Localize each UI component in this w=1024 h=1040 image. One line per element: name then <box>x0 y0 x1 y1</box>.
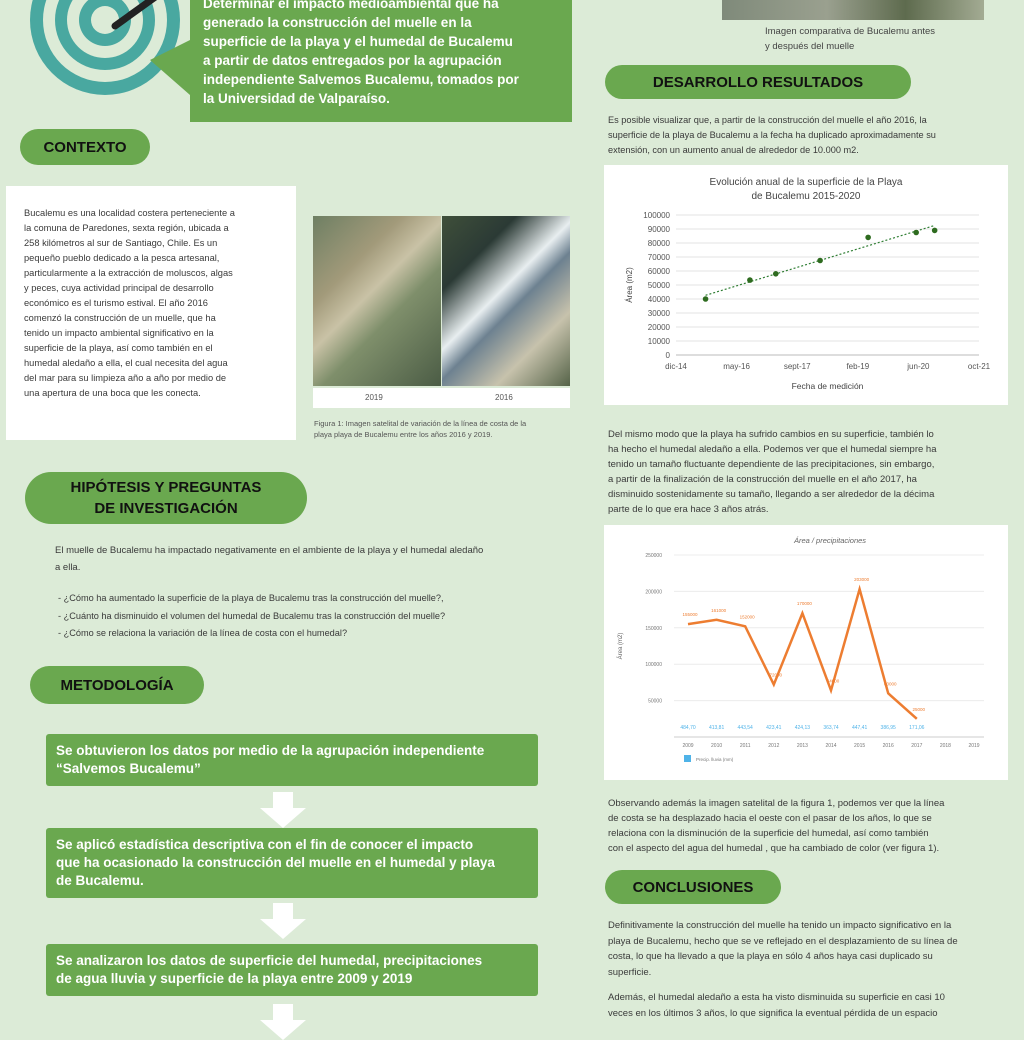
y-tick-label: 30000 <box>647 309 670 318</box>
contexto-line: del mar para su limpieza año a año por medio de <box>24 373 227 383</box>
data-label: 203000 <box>854 577 870 583</box>
satellite-label-bar <box>313 388 570 408</box>
data-label: 60000 <box>883 681 897 687</box>
hipotesis-heading-line: DE INVESTIGACIÓN <box>94 500 238 517</box>
x-tick-label: 2019 <box>968 743 980 749</box>
precipitation-label: 413,81 <box>708 725 725 731</box>
beach-area-chart-svg <box>604 165 1008 405</box>
desarrollo-line: extensión, con un aumento anual de alrededor de 10.000 m2. <box>608 145 859 155</box>
satellite-caption-line: playa playa de Bucalemu entre los años 2016 y 2019. <box>314 430 493 439</box>
y-tick-label: 60000 <box>647 267 670 276</box>
x-tick-label: 2011 <box>739 743 751 749</box>
hipotesis-statement <box>55 542 483 576</box>
desarrollo-line: de costa se ha desplazado hacia el oeste con el pasar de los años, lo que se <box>608 813 932 824</box>
contexto-box <box>6 186 296 440</box>
desarrollo-line: a partir de la finalización de la construcción del muelle en el año 2017, ha <box>608 474 917 485</box>
objective-line: a partir de datos entregados por la agrupación <box>203 53 502 68</box>
research-question: - ¿Cómo ha aumentado la superficie de la playa de Bucalemu tras la construcción del muelle?, <box>58 593 444 603</box>
y-tick-label: 40000 <box>647 295 670 304</box>
conclusiones-line: superficie. <box>608 966 652 978</box>
x-tick-label: oct-21 <box>967 362 991 371</box>
method-step-line: “Salvemos Bucalemu” <box>56 761 201 776</box>
data-label: 170000 <box>796 601 812 607</box>
y-tick-label: 200000 <box>645 589 662 596</box>
contexto-line: superficie de la playa, así como también en el <box>24 343 213 353</box>
objective-line: Determinar el impacto medioambiental que ha <box>203 0 499 11</box>
data-point <box>773 271 779 277</box>
data-label: 25000 <box>912 706 926 712</box>
x-tick-label: 2014 <box>825 743 837 749</box>
conclusiones-paragraph-2 <box>608 990 1018 1021</box>
contexto-heading: CONTEXTO <box>20 129 150 165</box>
x-tick-label: 2013 <box>796 743 808 749</box>
satellite-label-2016: 2016 <box>495 393 513 402</box>
contexto-line: y peces, cuya actividad principal de desarrollo <box>24 283 214 293</box>
data-point <box>703 296 709 302</box>
chart-subtitle: de Bucalemu 2015-2020 <box>751 191 861 202</box>
hipotesis-heading <box>25 472 307 524</box>
y-axis-label: Área (m2) <box>618 632 624 660</box>
hipotesis-line: a ella. <box>55 562 81 573</box>
desarrollo-line: Observando además la imagen satelital de la figura 1, podemos ver que la línea <box>608 798 945 809</box>
x-tick-label: 2017 <box>911 743 923 749</box>
satellite-image-2019 <box>313 216 441 386</box>
arrow-down-icon <box>260 792 306 828</box>
contexto-line: comenzó la construcción de un muelle, que ha <box>24 313 216 323</box>
metodologia-heading: METODOLOGÍA <box>30 666 204 704</box>
conclusiones-line: veces en los últimos 3 años, lo que significa la eventual pérdida de un espacio <box>608 1007 938 1019</box>
y-tick-label: 80000 <box>647 239 670 248</box>
data-label: 152000 <box>739 614 755 620</box>
y-tick-label: 10000 <box>647 337 670 346</box>
y-tick-label: 70000 <box>647 253 670 262</box>
desarrollo-line: Es posible visualizar que, a partir de la construcción del muelle el año 2016, la <box>608 115 927 125</box>
desarrollo-line: superficie de la playa de Bucalemu a la fecha ha duplicado aproximadamente su <box>608 130 936 140</box>
objective-line: independiente Salvemos Bucalemu, tomados por <box>203 72 519 87</box>
contexto-line: humedal aledaño a ella, el cual necesita del agua <box>24 358 228 368</box>
conclusiones-heading: CONCLUSIONES <box>605 870 781 904</box>
contexto-line: económico es el turismo estival. El año 2016 <box>24 298 208 308</box>
y-tick-label: 100000 <box>645 662 662 669</box>
desarrollo-line: con el aspecto del agua del humedal , que ha cambiado de color (ver figura 1). <box>608 843 940 854</box>
desarrollo-line: relaciona con la disminución de la superficie del humedal, así como también <box>608 828 929 839</box>
contexto-line: la comuna de Paredones, sexta región, ubicada a <box>24 223 229 233</box>
x-axis-label: Fecha de medición <box>791 381 864 391</box>
wetland-area-chart <box>604 525 1008 780</box>
desarrollo-paragraph-3 <box>608 796 1008 856</box>
x-tick-label: 2018 <box>939 743 951 749</box>
beach-area-chart <box>604 165 1008 405</box>
satellite-image-2016 <box>442 216 570 386</box>
y-tick-label: 20000 <box>647 323 670 332</box>
x-tick-label: 2010 <box>711 743 723 749</box>
research-questions <box>58 590 445 643</box>
data-point <box>817 258 823 264</box>
precipitation-label: 447,41 <box>851 725 868 731</box>
precipitation-label: 443,54 <box>737 725 753 731</box>
x-tick-label: 2016 <box>882 743 894 749</box>
x-tick-label: 2009 <box>682 743 694 749</box>
conclusiones-paragraph-1 <box>608 918 1018 980</box>
method-step-line: de Bucalemu. <box>56 873 144 888</box>
x-tick-label: 2012 <box>768 743 780 749</box>
x-tick-label: may-16 <box>723 362 750 371</box>
method-step-line: de agua lluvia y superficie de la playa entre 2009 y 2019 <box>56 971 413 986</box>
contexto-line: una apertura de una boca que les conecta. <box>24 388 201 398</box>
precipitation-label: 386,95 <box>880 725 896 731</box>
research-question: - ¿Cuánto ha disminuido el volumen del humedal de Bucalemu tras la construcción del muelle? <box>58 610 446 621</box>
data-point <box>913 230 919 236</box>
method-step-line: Se obtuvieron los datos por medio de la agrupación independiente <box>56 743 485 758</box>
method-step-3 <box>46 944 538 996</box>
data-point <box>865 235 871 241</box>
objective-text <box>203 0 555 108</box>
method-step-1 <box>46 734 538 786</box>
precipitation-label: 363,74 <box>823 725 839 731</box>
contexto-line: Bucalemu es una localidad costera perteneciente a <box>24 208 235 218</box>
x-tick-label: jun-20 <box>907 362 930 371</box>
x-tick-label: 2015 <box>854 743 866 749</box>
satellite-caption-line: Figura 1: Imagen satelital de variación de la línea de costa de la <box>314 419 527 428</box>
legend-label: Precip. lluvia (mm) <box>696 757 734 762</box>
y-tick-label: 150000 <box>645 625 662 632</box>
desarrollo-line: tenido un tamaño fluctuante dependiente de las precipitaciones, sin embargo, <box>608 459 935 470</box>
precipitation-label: 171,06 <box>909 725 925 731</box>
hipotesis-heading-line: HIPÓTESIS Y PREGUNTAS <box>70 479 262 496</box>
y-tick-label: 250000 <box>645 553 662 559</box>
y-axis-label: Área (m2) <box>625 267 634 303</box>
satellite-label-2019: 2019 <box>365 393 383 402</box>
contexto-text <box>24 206 286 401</box>
satellite-caption <box>314 418 526 440</box>
contexto-line: particularmente a la extracción de moluscos, algas <box>24 268 233 278</box>
conclusiones-line: playa de Bucalemu, hecho que se ve reflejado en el desplazamiento de su línea de <box>608 935 958 947</box>
data-label: 72000 <box>769 672 783 678</box>
chart-title: Área / precipitaciones <box>793 536 867 545</box>
contexto-line: 258 kilómetros al sur de Santiago, Chile. Es un <box>24 238 218 248</box>
contexto-line: tenido un impacto ambiental significativo en la <box>24 328 214 338</box>
research-question: - ¿Cómo se relaciona la variación de la línea de costa con el humedal? <box>58 628 348 638</box>
method-step-line: que ha ocasionado la construcción del muelle en el humedal y playa <box>56 855 495 870</box>
y-tick-label: 90000 <box>647 225 670 234</box>
conclusiones-line: Además, el humedal aledaño a esta ha visto disminuida su superficie en casi 10 <box>608 992 945 1003</box>
method-step-line: Se aplicó estadística descriptiva con el fin de conocer el impacto <box>56 837 474 852</box>
data-point <box>932 228 938 234</box>
x-tick-label: dic-14 <box>665 362 687 371</box>
desarrollo-heading: DESARROLLO RESULTADOS <box>605 65 911 99</box>
arrow-down-icon <box>260 1004 306 1040</box>
photo-caption-line: y después del muelle <box>765 41 855 52</box>
y-tick-label: 0 <box>665 351 670 360</box>
desarrollo-line: disminuido sostenidamente su tamaño, llegando a ser alrededor de la décima <box>608 489 935 500</box>
desarrollo-line: ha hecho el humedal aledaño a ella. Podemos ver que el humedal siempre ha <box>608 444 937 455</box>
objective-line: la Universidad de Valparaíso. <box>203 91 390 106</box>
data-label: 161000 <box>711 607 727 613</box>
contexto-line: pequeño pueblo dedicado a la pesca artesanal, <box>24 253 220 263</box>
x-tick-label: feb-19 <box>846 362 870 371</box>
conclusiones-line: Definitivamente la construcción del muelle ha tenido un impacto significativo en la <box>608 920 952 931</box>
desarrollo-paragraph-2 <box>608 427 1008 517</box>
photo-caption-line: Imagen comparativa de Bucalemu antes <box>765 26 936 37</box>
data-point <box>747 277 753 283</box>
conclusiones-line: costa, lo que ha llevado a que la playa en sólo 4 años haya casi duplicado su <box>608 951 933 962</box>
x-tick-label: sept-17 <box>783 362 811 371</box>
data-label: 155000 <box>682 612 698 618</box>
precipitation-label: 424,13 <box>794 725 811 731</box>
arrow-down-icon <box>260 903 306 939</box>
y-tick-label: 50000 <box>648 698 662 705</box>
objective-line: superficie de la playa y el humedal de Bucalemu <box>203 34 513 49</box>
hipotesis-line: El muelle de Bucalemu ha impactado negativamente en el ambiente de la playa y el humedal aledaño <box>55 545 484 556</box>
data-label: 64000 <box>826 678 840 684</box>
precipitation-label: 423,41 <box>766 725 782 731</box>
wetland-area-chart-svg <box>604 525 1008 780</box>
method-step-2 <box>46 828 538 898</box>
legend-swatch <box>684 755 691 762</box>
y-tick-label: 100000 <box>643 211 670 220</box>
desarrollo-paragraph-1 <box>608 113 1008 158</box>
precipitation-label: 484,70 <box>680 725 696 731</box>
desarrollo-line: Del mismo modo que la playa ha sufrido cambios en su superficie, también lo <box>608 429 934 440</box>
objective-line: generado la construcción del muelle en la <box>203 15 472 30</box>
desarrollo-line: parte de lo que era hace 3 años atrás. <box>608 504 769 515</box>
y-tick-label: 50000 <box>647 281 670 290</box>
photo-caption <box>765 24 935 54</box>
chart-title: Evolución anual de la superficie de la Playa <box>709 177 903 188</box>
method-step-line: Se analizaron los datos de superficie del humedal, precipitaciones <box>56 953 483 968</box>
comparison-photo <box>722 0 984 20</box>
